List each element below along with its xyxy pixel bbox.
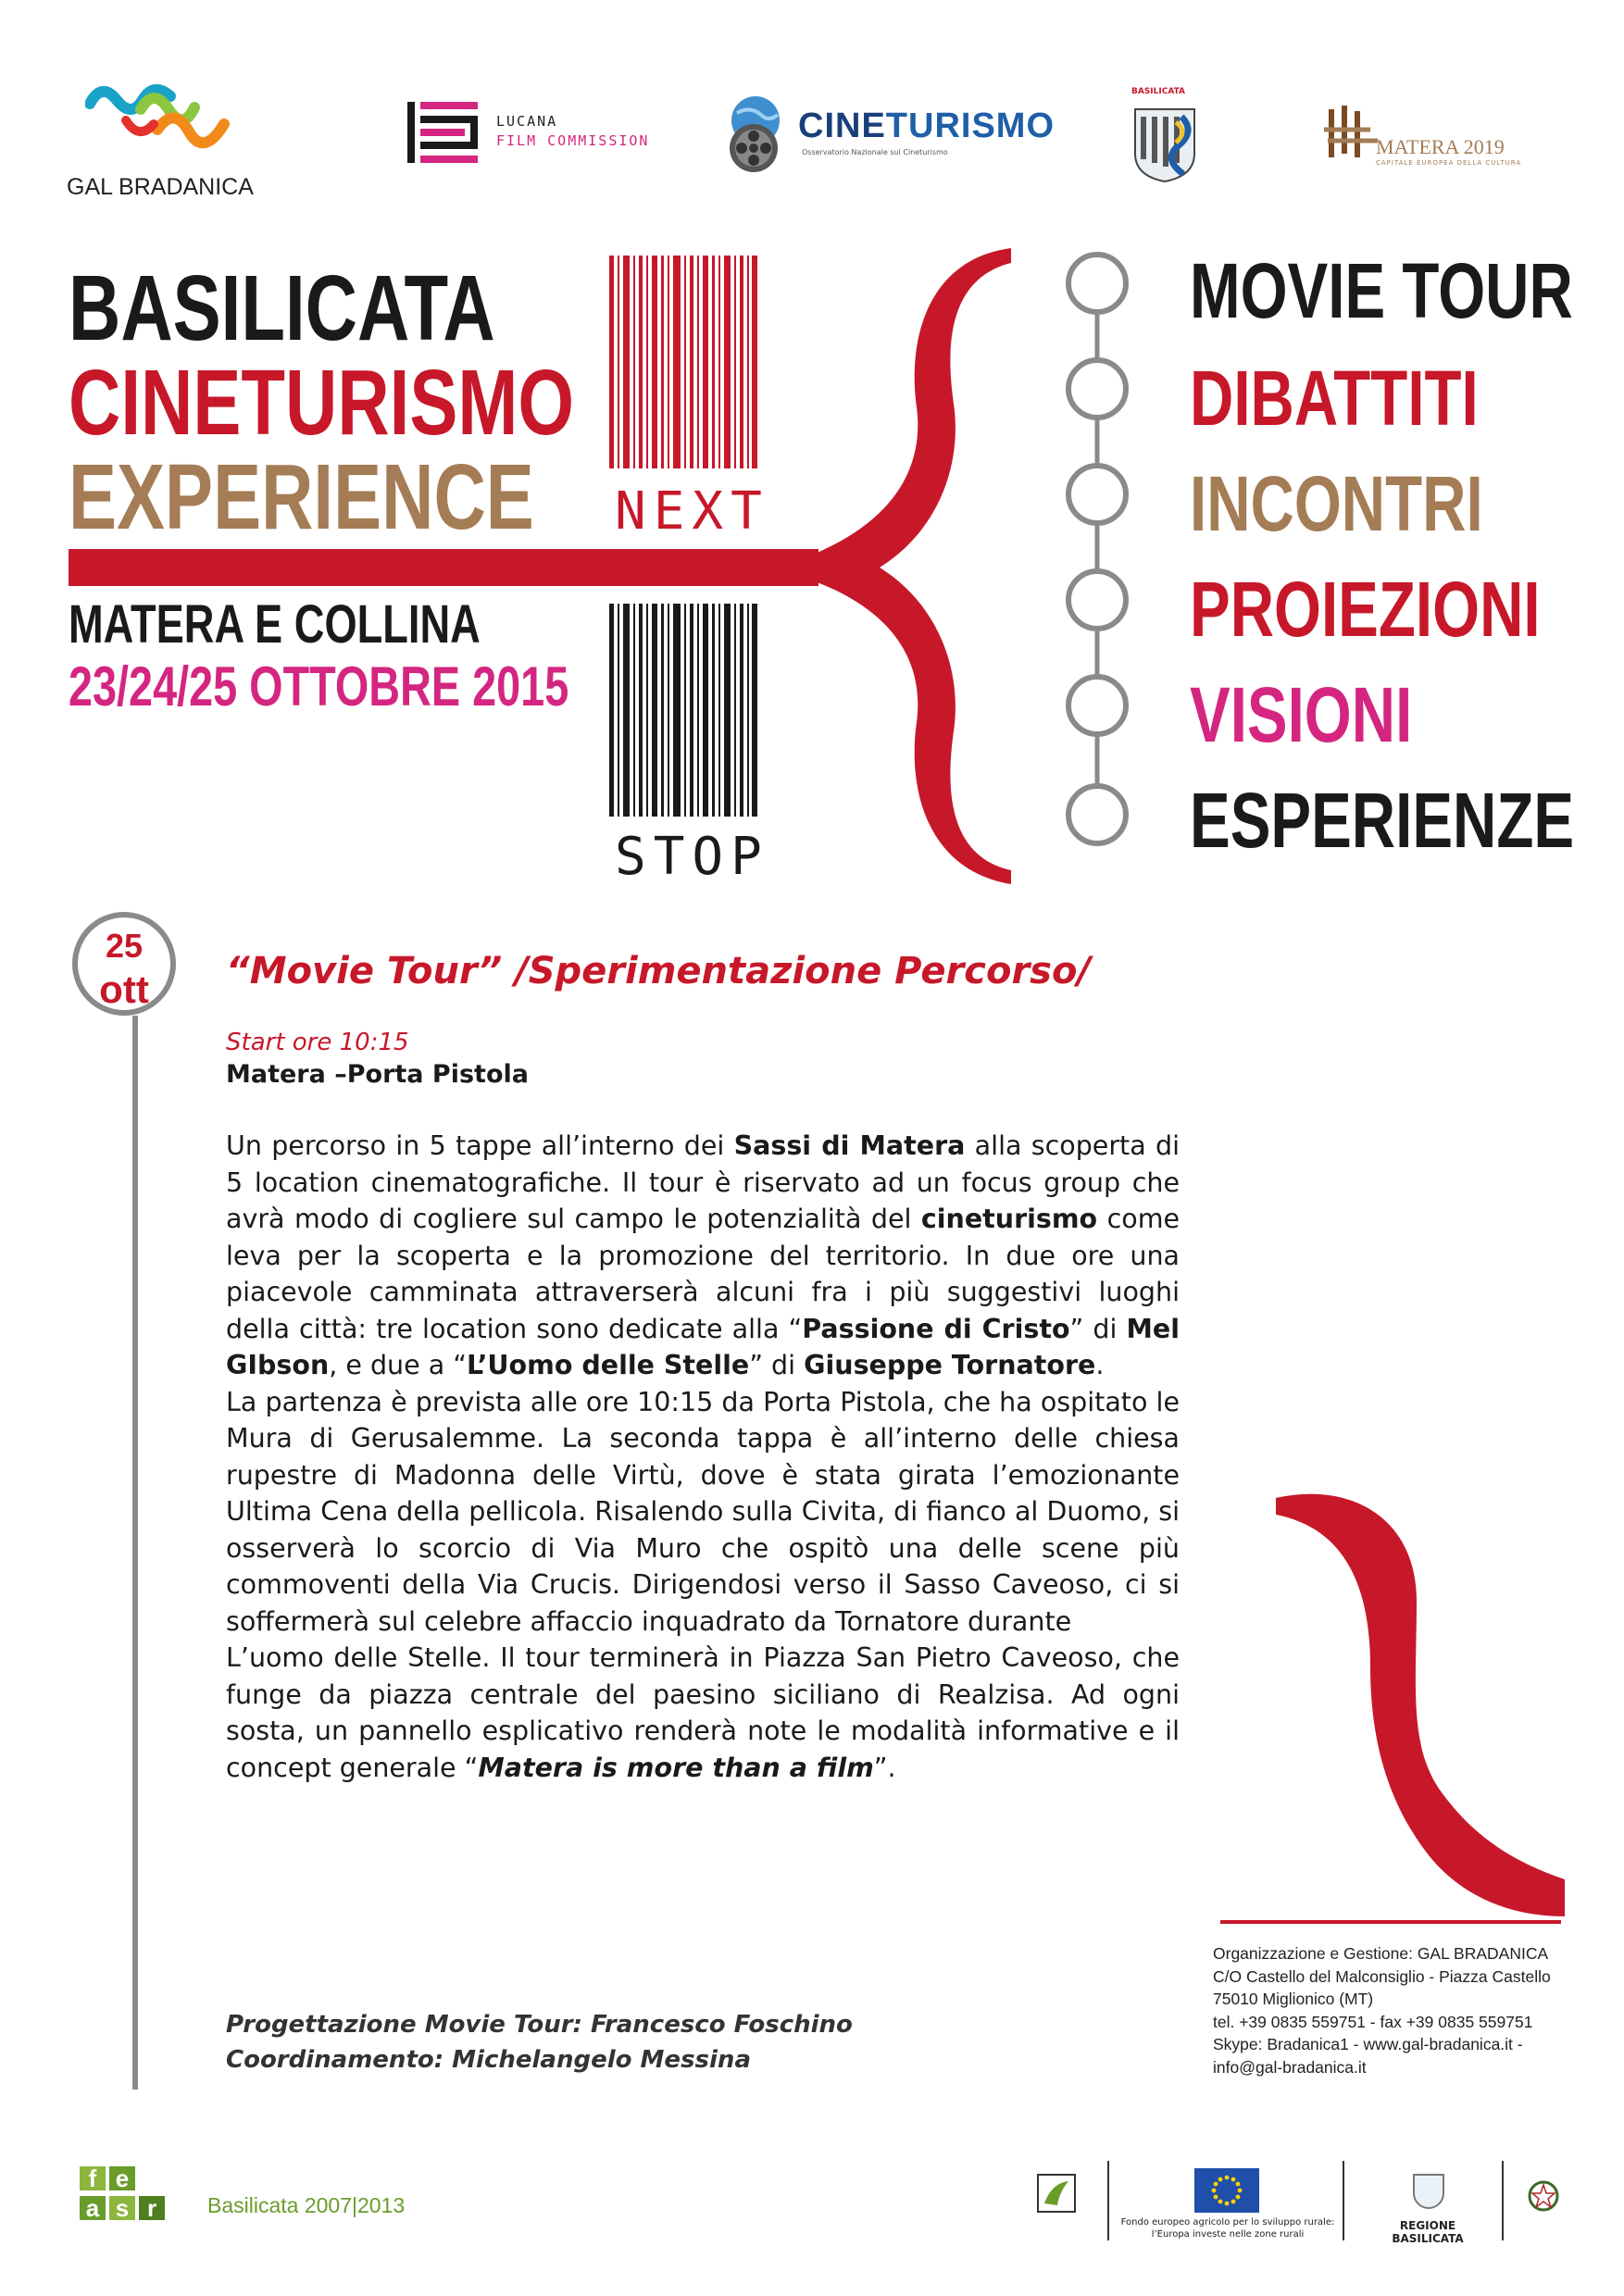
regione-basilicata-shield-icon — [1413, 2174, 1444, 2209]
organization-divider — [1220, 1920, 1561, 1924]
headline-cineturismo: CINETURISMO — [69, 351, 574, 455]
text-run: ”. — [873, 1752, 896, 1783]
tour-item: VISIONI — [1190, 671, 1413, 758]
feasr-letter: e — [109, 2166, 135, 2190]
feasr-letter: a — [80, 2196, 106, 2220]
tour-item: MOVIE TOUR — [1190, 247, 1573, 334]
text-run-bold-italic: Matera is more than a film — [478, 1752, 874, 1783]
barcode-next-icon — [609, 256, 757, 468]
eafrd-caption — [1120, 2216, 1335, 2240]
credits — [226, 2007, 853, 2078]
eafrd-caption-line: Fondo europeo agricolo per lo sviluppo rurale: — [1120, 2217, 1335, 2227]
film-commission-label: FILM COMMISSION — [496, 132, 650, 149]
text-run: ” di — [1069, 1313, 1127, 1344]
stop-circle-icon — [1068, 786, 1126, 843]
org-line: Skype: Bradanica1 - www.gal-bradanica.it - — [1213, 2035, 1523, 2053]
stop-circle-icon — [1068, 571, 1126, 629]
event-dates: 23/24/25 OTTOBRE 2015 — [69, 655, 569, 718]
text-run: alla scoperta di 5 location cinematografiche. Il tour è riservato ad un focus group che avrà modo di cogliere sul campo le potenzialità del — [226, 1130, 1180, 1234]
stop-circle-icon — [1068, 255, 1126, 312]
text-run-bold: Sassi di Matera — [733, 1130, 966, 1161]
eu-flag-icon — [1194, 2168, 1259, 2213]
text-run: , e due a “ — [329, 1350, 467, 1380]
footer-divider — [1502, 2161, 1504, 2240]
cineturismo-prefix: CINE — [798, 106, 886, 145]
text-run: L’uomo delle Stelle. Il tour terminerà in Piazza San Pietro Caveoso, che funge da piazza centrale del paesino siciliano di Realzisa. Ad ogni sosta, un pannello esplicativo renderà note le modalità informative e il concept generale “ — [226, 1642, 1180, 1783]
text-run: ” di — [749, 1350, 805, 1380]
tour-item: ESPERIENZE — [1190, 777, 1575, 864]
lucana-label: LUCANA — [496, 113, 558, 130]
gal-bradanica-name: GAL BRADANICA — [67, 174, 254, 200]
horizontal-bar — [69, 549, 818, 586]
headline-experience: EXPERIENCE — [69, 445, 534, 549]
org-line: tel. +39 0835 559751 - fax +39 0835 559751 — [1213, 2012, 1533, 2031]
text-run-bold: Passione di Cristo — [802, 1313, 1070, 1344]
feasr-region-label: Basilicata 2007|2013 — [207, 2193, 406, 2217]
text-run: Un percorso in 5 tappe all’interno dei — [226, 1130, 734, 1161]
feasr-letter: r — [139, 2196, 165, 2220]
stop-circle-icon — [1068, 677, 1126, 734]
text-run-bold: cineturismo — [920, 1204, 1098, 1234]
stops-timeline — [1056, 250, 1139, 870]
regione-basilicata-label: REGIONE BASILICATA — [1392, 2219, 1464, 2245]
leader-logo-icon — [1037, 2174, 1076, 2213]
org-line: Organizzazione e Gestione: GAL BRADANICA — [1213, 1944, 1549, 1963]
feasr-letter: f — [80, 2166, 106, 2190]
tour-item: PROIEZIONI — [1190, 566, 1541, 653]
description-paragraph — [226, 1640, 1180, 1786]
event-meeting-place: Matera –Porta Pistola — [226, 1060, 529, 1089]
event-month: ott — [99, 967, 149, 1011]
headline-basilicata: BASILICATA — [69, 256, 495, 360]
event-start-time: Start ore 10:15 — [226, 1029, 409, 1056]
description-paragraph: La partenza è prevista alle ore 10:15 da Porta Pistola, che ha ospitato le Mura di Gerusalemme. La seconda tappa è all’interno delle chiesa rupestre di Madonna delle Virtù, dove è stata girata l’emozionante Ultima Cena della pellicola. Risalendo sulla Civita, di fianco al Duomo, si osserverà lo scorcio di Via Muro che ospitò una delle scene più commoventi della Via Crucis. Dirigendosi verso il Sasso Caveoso, ci si soffermerà sul celebre affaccio inquadrato da Tornatore durante — [226, 1386, 1180, 1637]
text-run: . — [1095, 1350, 1105, 1380]
stop-label: STOP — [615, 827, 769, 887]
text-run-bold: Mel GIbson — [226, 1313, 1180, 1380]
curly-brace-icon — [815, 248, 1011, 884]
event-description — [226, 1128, 1180, 1786]
org-line: C/O Castello del Malconsiglio - Piazza Castello — [1213, 1966, 1551, 1986]
tour-item: INCONTRI — [1190, 460, 1483, 547]
next-label: NEXT — [615, 481, 769, 542]
event-title: “Movie Tour” /Sperimentazione Percorso/ — [226, 950, 1092, 992]
matera-2019-wordmark: MATERA 2019 — [1376, 135, 1505, 158]
basilicata-shield-label: BASILICATA — [1131, 87, 1186, 96]
stop-circle-icon — [1068, 360, 1126, 418]
matera-2019-subtitle: CAPITALE EUROPEA DELLA CULTURA — [1376, 159, 1522, 167]
feasr-letter: s — [109, 2196, 135, 2220]
event-timeline-line — [132, 1016, 138, 2090]
tour-item: DIBATTITI — [1190, 355, 1479, 442]
eafrd-caption-line: l’Europa investe nelle zone rurali — [1151, 2229, 1305, 2240]
description-paragraph — [226, 1128, 1180, 1384]
text-run: come leva per la scoperta e la promozione del territorio. In due ore una piacevole camminata attraverserà alcuni fra i più suggestivi luoghi della città: tre location sono dedicate alla “ — [226, 1204, 1180, 1344]
closing-brace-icon — [1268, 1481, 1574, 1926]
credit-coordination: Coordinamento: Michelangelo Messina — [226, 2046, 751, 2074]
text-run-bold: L’Uomo delle Stelle — [466, 1350, 750, 1380]
event-location: MATERA E COLLINA — [69, 594, 481, 655]
footer-divider — [1343, 2161, 1344, 2240]
cineturismo-suffix: TURISMO — [885, 106, 1056, 145]
stop-circle-icon — [1068, 466, 1126, 523]
event-date-badge — [72, 912, 176, 1016]
credit-design: Progettazione Movie Tour: Francesco Foschino — [226, 2011, 853, 2039]
org-line: 75010 Miglionico (MT) — [1213, 1990, 1374, 2008]
org-line: info@gal-bradanica.it — [1213, 2057, 1367, 2077]
feasr-logo — [80, 2166, 200, 2222]
text-run-bold: Giuseppe Tornatore — [804, 1350, 1096, 1380]
organization-info — [1213, 1942, 1565, 2078]
italian-republic-emblem-icon — [1528, 2179, 1559, 2213]
event-day: 25 — [105, 927, 144, 965]
cineturismo-subtitle: Osservatorio Nazionale sul Cineturismo — [802, 148, 948, 156]
footer-divider — [1107, 2161, 1109, 2240]
barcode-stop-icon — [609, 604, 757, 817]
